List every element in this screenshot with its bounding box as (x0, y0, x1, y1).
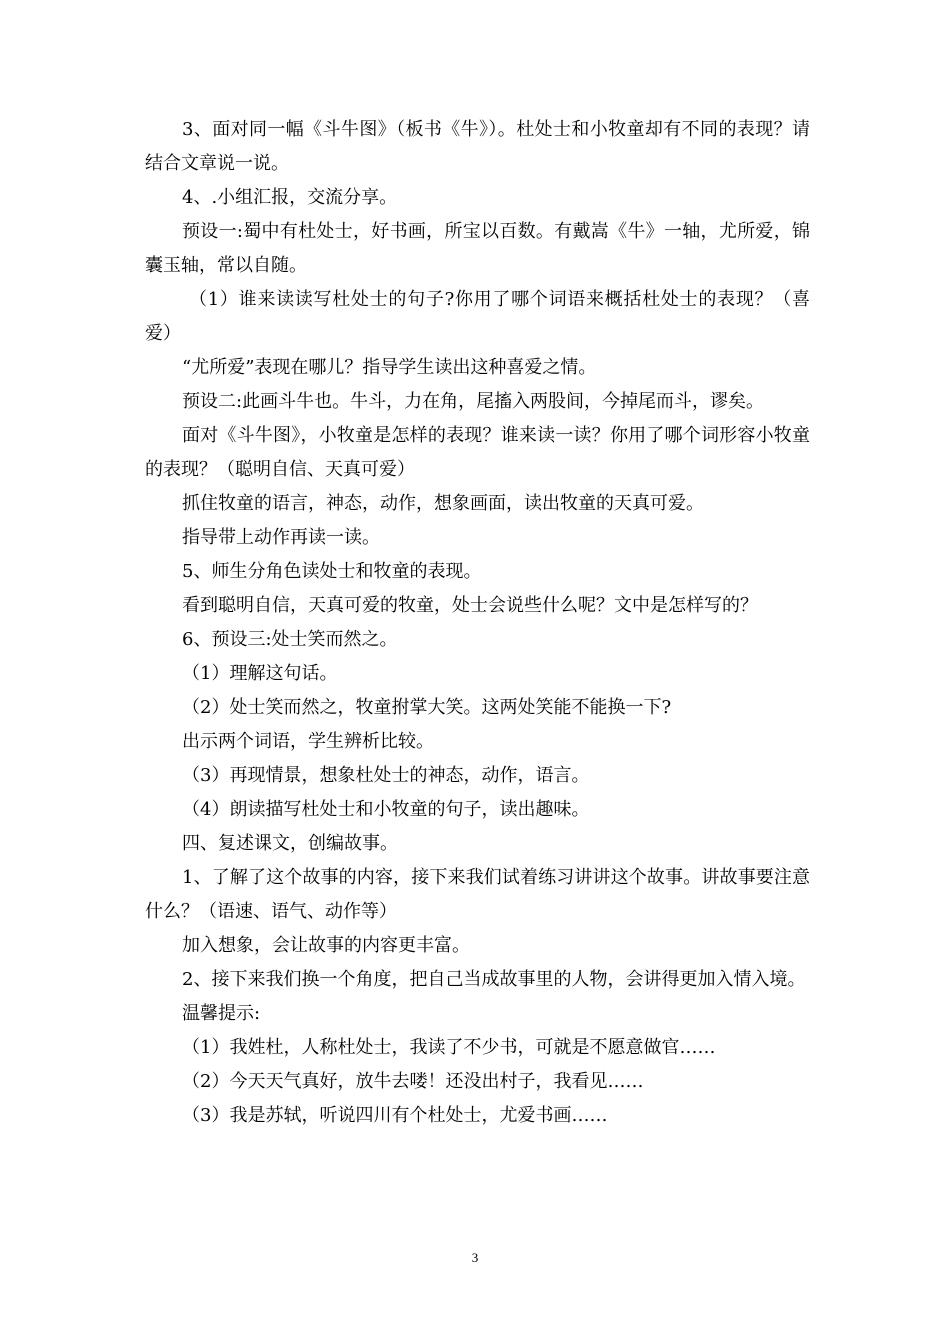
paragraph-preset-1: 预设一:蜀中有杜处士，好书画，所宝以百数。有戴嵩《牛》一轴，尤所爱，锦囊玉轴，常以自随。 (145, 221, 810, 276)
paragraph-sub-2: （2）处士笑而然之，牧童拊掌大笑。这两处笑能不能换一下? (182, 697, 672, 718)
paragraph-text: 出示两个词语，学生辨析比较。 (182, 731, 434, 752)
page-body (145, 113, 810, 1133)
paragraph-step-2: 2、接下来我们换一个角度，把自己当成故事里的人物，会讲得更加入情入境。 (182, 969, 806, 990)
paragraph-sub-3: （3）再现情景，想象杜处士的神态，动作，语言。 (182, 765, 590, 786)
paragraph-text: 面对《斗牛图》，小牧童是怎样的表现？谁来读一读？你用了哪个词形容小牧童的表现？（聪明自信、天真可爱） (145, 425, 810, 480)
paragraph-sub-1: （1）理解这句话。 (182, 663, 338, 684)
paragraph-text: 抓住牧童的语言，神态，动作，想象画面，读出牧童的天真可爱。 (182, 493, 704, 514)
paragraph-preset-2: 预设二:此画斗牛也。牛斗，力在角，尾搐入两股间，今掉尾而斗，谬矣。 (182, 391, 765, 412)
paragraph-step-5: 5、师生分角色读处士和牧童的表现。 (182, 561, 482, 582)
paragraph-text: 指导带上动作再读一读。 (182, 527, 380, 548)
paragraph-tip-3: （3）我是苏轼，听说四川有个杜处士，尤爱书画…… (182, 1105, 608, 1126)
paragraph-tip-2: （2）今天天气真好，放牛去喽！还没出村子，我看见…… (182, 1071, 644, 1092)
paragraph-sub-1: （1）谁来读读写杜处士的句子?你用了哪个词语来概括杜处士的表现？（喜爱） (145, 289, 810, 344)
page-number: 3 (471, 1250, 479, 1265)
paragraph-text: “尤所爱”表现在哪儿？指导学生读出这种喜爱之情。 (182, 357, 597, 378)
paragraph-tip-1: （1）我姓杜，人称杜处士，我读了不少书，可就是不愿意做官…… (182, 1037, 716, 1058)
paragraph-step-1: 1、了解了这个故事的内容，接下来我们试着练习讲讲这个故事。讲故事要注意什么？（语速、语气、动作等） (145, 867, 810, 922)
paragraph-tip-heading: 温馨提示: (182, 1003, 261, 1024)
section-heading-4: 四、复述课文，创编故事。 (182, 833, 398, 854)
paragraph-step-4: 4、.小组汇报，交流分享。 (182, 187, 398, 208)
paragraph-sub-4: （4）朗读描写杜处士和小牧童的句子，读出趣味。 (182, 799, 590, 820)
paragraph-text: 加入想象，会让故事的内容更丰富。 (182, 935, 470, 956)
paragraph-question-3: 3、面对同一幅《斗牛图》（板书《牛》）。杜处士和小牧童却有不同的表现？请结合文章说一说。 (145, 119, 810, 174)
paragraph-step-6: 6、预设三:处士笑而然之。 (182, 629, 398, 650)
paragraph-text: 看到聪明自信，天真可爱的牧童，处士会说些什么呢？文中是怎样写的？ (182, 595, 758, 616)
